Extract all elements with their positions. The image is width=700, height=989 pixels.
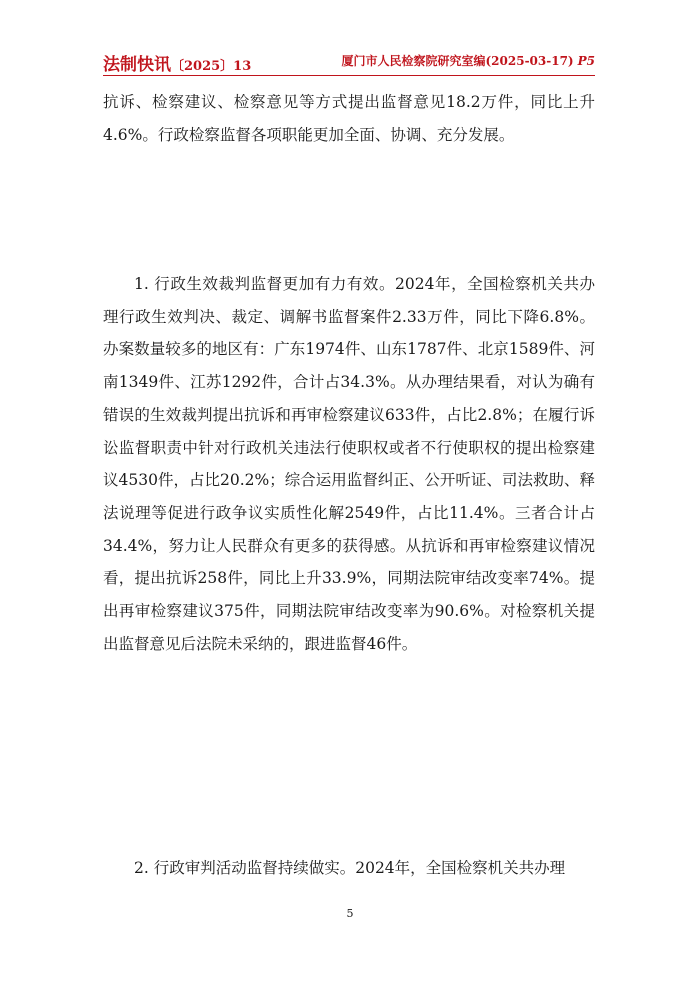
brand-name: 法制快讯 — [103, 55, 171, 75]
page-marker: P5 — [577, 54, 595, 68]
page-number: 5 — [346, 907, 354, 920]
publication-title — [103, 50, 251, 75]
paragraph-section-2: 2. 行政审判活动监督持续做实。2024年，全国检察机关共办理 — [134, 859, 566, 877]
header-rule — [103, 75, 595, 76]
publication-source — [342, 52, 596, 69]
paragraph-continuation: 抗诉、检察建议、检察意见等方式提出监督意见18.2万件，同比上升4.6%。行政检察监督各项职能更加全面、协调、充分发展。 — [103, 93, 595, 144]
page-header — [103, 50, 595, 74]
paragraph-section-1: 1. 行政生效裁判监督更加有力有效。2024年，全国检察机关共办理行政生效判决、裁定、调解书监督案件2.33万件，同比下降6.8%。办案数量较多的地区有：广东1974件、山东1787件、北京1589件、河南1349件、江苏1292件，合计占34.3%。从办理结果看，对认为确有错误的生效裁判提出抗诉和再审检察建议633件，占比2.8%；在履行诉讼监督职责中针对行政机关违法行使职权或者不行使职权的提出检察建议4530件，占比20.2%；综合运用监督纠正、公开听证、司法救助、释法说理等促进行政争议实质性化解2549件，占比11.4%。三者合计占34.4%，努力让人民群众有更多的获得感。从抗诉和再审检察建议情况看，提出抗诉258件，同比上升33.9%，同期法院审结改变率74%。提出再审检察建议375件，同期法院审结改变率为90.6%。对检察机关提出监督意见后法院未采纳的，跟进监督46件。 — [103, 275, 595, 653]
source-text: 厦门市人民检察院研究室编(2025-03-17) — [341, 54, 574, 68]
issue-number: 〔2025〕13 — [171, 59, 252, 74]
